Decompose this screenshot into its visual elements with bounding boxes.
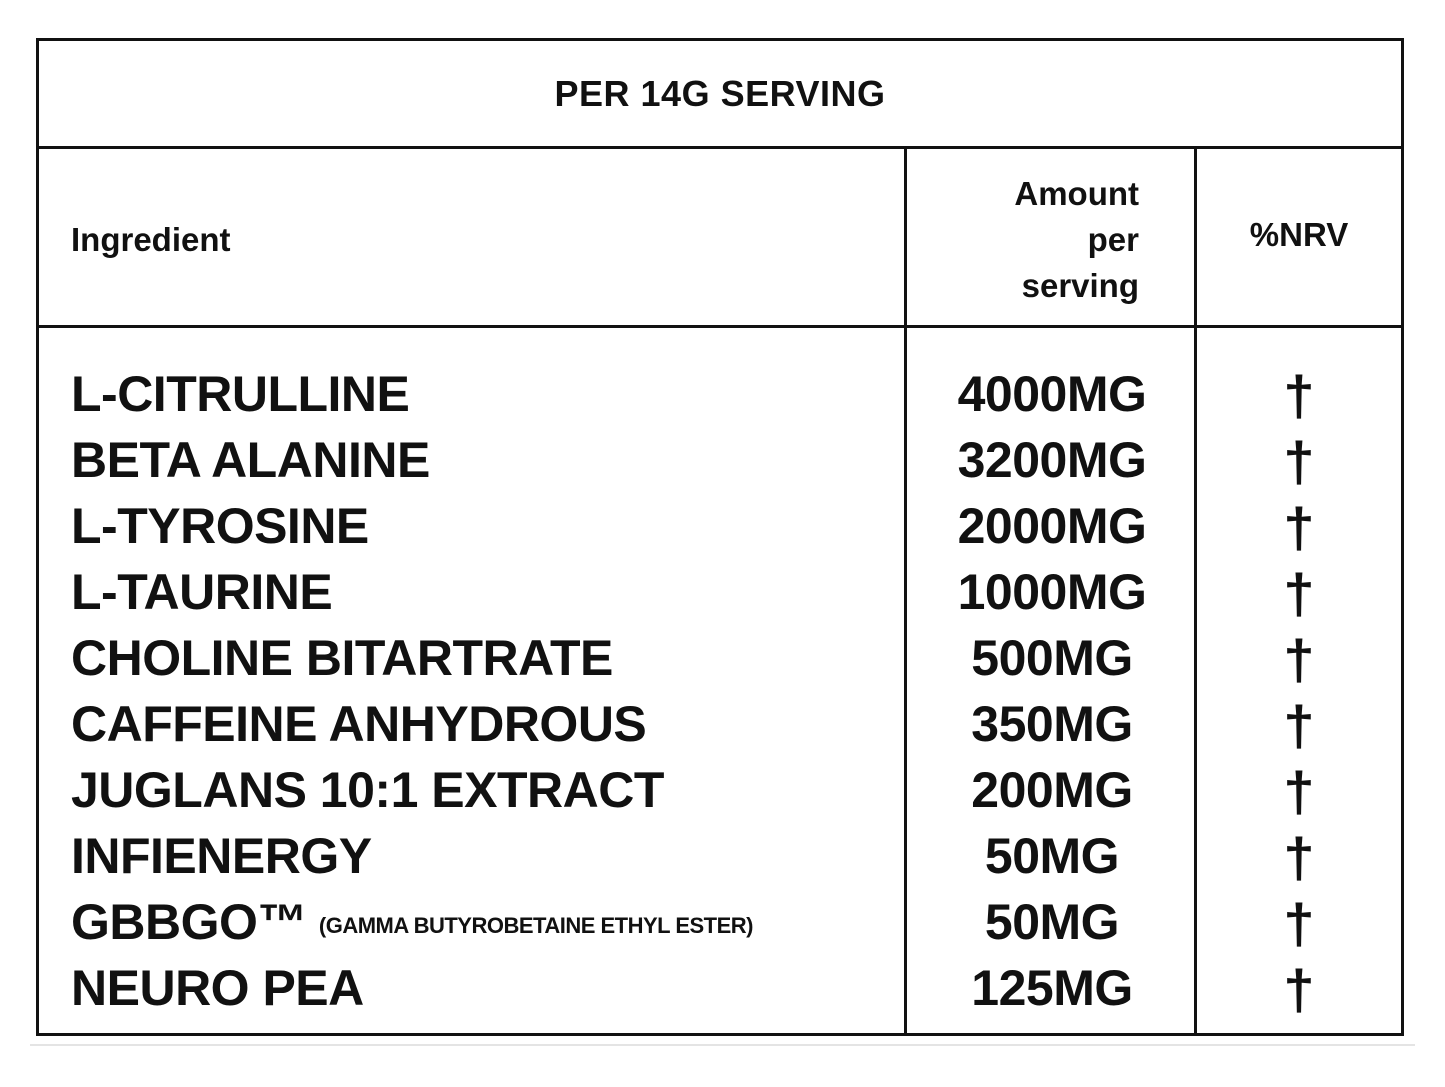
header-ingredient xyxy=(71,152,901,328)
nrv-dagger: † xyxy=(1283,760,1315,823)
ingredient-name: BETA ALANINE xyxy=(71,432,430,488)
nrv-dagger: † xyxy=(1283,364,1315,427)
ingredient-amount: 3200MG xyxy=(957,432,1147,488)
header-amount-line1: Amount xyxy=(1014,175,1139,212)
ingredient-amount: 4000MG xyxy=(957,366,1147,422)
ingredient-amount: 125MG xyxy=(971,960,1133,1016)
ingredient-name: L-CITRULLINE xyxy=(71,366,410,422)
ingredient-name: INFIENERGY xyxy=(71,828,372,884)
header-amount-line2: per xyxy=(1087,221,1139,258)
ingredient-amount: 1000MG xyxy=(957,564,1147,620)
table-row xyxy=(39,757,1401,823)
ingredient-amount: 200MG xyxy=(971,762,1133,818)
ingredient-name: CHOLINE BITARTRATE xyxy=(71,630,613,686)
table-title: PER 14G SERVING xyxy=(554,72,886,114)
table-row xyxy=(39,427,1401,493)
ingredient-amount: 50MG xyxy=(984,894,1120,950)
header-amount-label xyxy=(1014,171,1139,309)
ingredient-name: NEURO PEA xyxy=(71,960,364,1016)
header-amount xyxy=(939,152,1139,328)
header-ingredient-label: Ingredient xyxy=(71,221,231,258)
ingredient-name: GBBGO™ (GAMMA BUTYROBETAINE ETHYL ESTER) xyxy=(71,894,753,950)
header-amount-line3: serving xyxy=(1021,267,1139,304)
table-row xyxy=(39,691,1401,757)
ingredient-note: (GAMMA BUTYROBETAINE ETHYL ESTER) xyxy=(318,912,753,938)
nrv-dagger: † xyxy=(1283,430,1315,493)
table-row xyxy=(39,361,1401,427)
ingredient-amount: 2000MG xyxy=(957,498,1147,554)
page-bottom-edge xyxy=(30,1044,1415,1046)
ingredient-amount: 50MG xyxy=(984,828,1120,884)
table-row xyxy=(39,889,1401,955)
nrv-dagger: † xyxy=(1283,958,1315,1021)
ingredient-amount: 350MG xyxy=(971,696,1133,752)
ingredient-name: CAFFEINE ANHYDROUS xyxy=(71,696,647,752)
ingredient-name: L-TYROSINE xyxy=(71,498,369,554)
ingredient-name: JUGLANS 10:1 EXTRACT xyxy=(71,762,664,818)
nrv-dagger: † xyxy=(1283,628,1315,691)
ingredient-name: L-TAURINE xyxy=(71,564,333,620)
table-row xyxy=(39,955,1401,1021)
nrv-dagger: † xyxy=(1283,892,1315,955)
nrv-dagger: † xyxy=(1283,826,1315,889)
header-nrv-label: %NRV xyxy=(1249,216,1349,253)
table-row xyxy=(39,625,1401,691)
header-nrv xyxy=(1197,152,1401,328)
nutrition-table xyxy=(36,38,1404,1036)
nrv-dagger: † xyxy=(1283,694,1315,757)
nrv-dagger: † xyxy=(1283,562,1315,625)
table-row xyxy=(39,493,1401,559)
table-row xyxy=(39,823,1401,889)
table-row xyxy=(39,559,1401,625)
ingredient-amount: 500MG xyxy=(971,630,1133,686)
nrv-dagger: † xyxy=(1283,496,1315,559)
